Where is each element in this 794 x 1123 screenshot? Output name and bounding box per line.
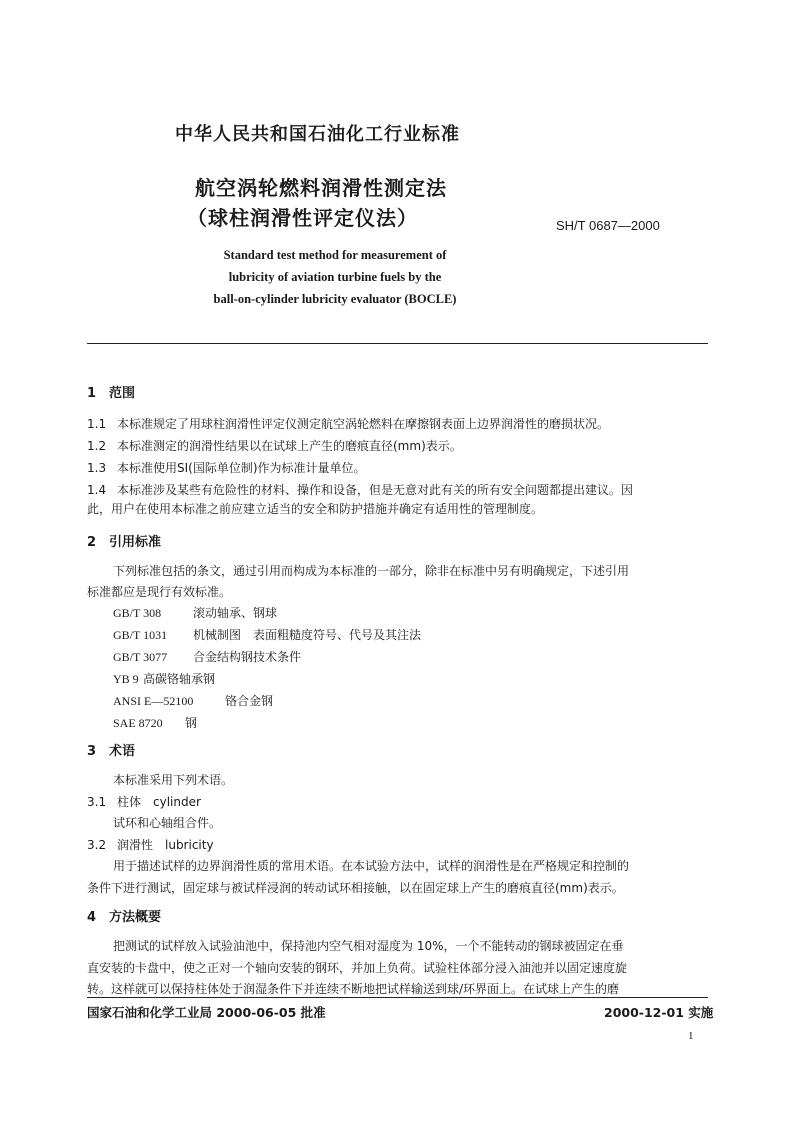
reference-name: 铬合金钢 <box>225 694 274 708</box>
clause-continuation <box>87 500 543 517</box>
paragraph-line: 把测试的试样放入试验油池中，保持池内空气相对湿度为 10%，一个不能转动的钢球被固定在垂 <box>113 939 624 953</box>
term-line <box>87 793 201 810</box>
clause-number: 1.1 <box>87 417 107 431</box>
clause-number: 1.2 <box>87 439 107 453</box>
section-title: 方法概要 <box>109 910 162 925</box>
clause-line <box>87 481 633 498</box>
standard-title-en-line: Standard test method for measurement of <box>223 248 447 262</box>
reference-name: 高碳铬轴承钢 <box>143 672 216 686</box>
term-line <box>87 836 214 853</box>
section-number: 4 <box>87 910 97 925</box>
clause-line <box>87 459 366 476</box>
approval-info: 国家石油和化学工业局 2000-06-05 批准 <box>87 1005 326 1020</box>
reference-name: 钢 <box>185 716 198 730</box>
term-name: 润滑性 lubricity <box>117 838 214 852</box>
section-title: 术语 <box>109 744 136 759</box>
term-definition: 用于描述试样的边界润滑性质的常用术语。在本试验方法中，试样的润滑性是在严格规定和控制的 <box>113 859 630 873</box>
paragraph-line: 直安装的卡盘中，使之正对一个轴向安装的钢环，并加上负荷。试验柱体部分浸入油池并以固定速度旋 <box>87 961 628 975</box>
section-title: 引用标准 <box>109 535 162 550</box>
clause-line <box>87 415 609 432</box>
section-number: 3 <box>87 744 97 759</box>
term-definition: 试环和心轴组合件。 <box>113 816 222 830</box>
section-title: 范围 <box>109 386 136 401</box>
standard-subtitle-cn: （球柱润滑性评定仪法） <box>187 206 418 230</box>
clause-number: 3.1 <box>87 795 107 809</box>
term-name: 柱体 cylinder <box>117 795 201 809</box>
reference-item <box>113 670 215 687</box>
section-number: 1 <box>87 386 97 401</box>
paragraph-line: 下列标准包括的条文，通过引用而构成为本标准的一部分，除非在标准中另有明确规定，下述引用 <box>113 564 630 578</box>
section-number: 2 <box>87 535 97 550</box>
clause-number: 1.4 <box>87 483 107 497</box>
term-definition: 条件下进行测试，固定球与被试样浸润的转动试环相接触，以在固定球上产生的磨痕直径(mm)表示。 <box>87 881 624 895</box>
reference-code: YB 9 <box>113 672 139 686</box>
clause-text: 本标准涉及某些有危险性的材料、操作和设备，但是无意对此有关的所有安全问题都提出建议。因 <box>117 483 634 497</box>
standard-title-en-line: lubricity of aviation turbine fuels by the <box>228 270 442 284</box>
section-heading-terms <box>87 740 135 759</box>
footer-divider <box>87 997 708 998</box>
standard-title-en-line: ball-on-cylinder lubricity evaluator (BOCLE) <box>213 292 457 306</box>
standard-title-cn: 航空涡轮燃料润滑性测定法 <box>195 176 447 200</box>
clause-text: 此，用户在使用本标准之前应建立适当的安全和防护措施并确定有适用性的管理制度。 <box>87 502 544 516</box>
reference-item <box>113 648 301 665</box>
reference-code: GB/T 3077 <box>113 650 168 664</box>
paragraph-line: 标准都应是现行有效标准。 <box>87 585 232 599</box>
clause-number: 1.3 <box>87 461 107 475</box>
standard-number: SH/T 0687—2000 <box>556 218 660 233</box>
clause-line <box>87 437 462 454</box>
issuing-authority: 中华人民共和国石油化工行业标准 <box>175 124 460 145</box>
clause-text: 本标准使用SI(国际单位制)作为标准计量单位。 <box>117 461 366 475</box>
reference-code: SAE 8720 <box>113 716 163 730</box>
reference-code: ANSI E—52100 <box>113 694 194 708</box>
clause-text: 本标准测定的润滑性结果以在试球上产生的磨痕直径(mm)表示。 <box>117 439 462 453</box>
reference-name: 合金结构钢技术条件 <box>193 650 302 664</box>
page-number: 1 <box>688 1030 694 1042</box>
reference-code: GB/T 308 <box>113 606 162 620</box>
paragraph-line: 转。这样就可以保持柱体处于润湿条件下并连续不断地把试样输送到球/环界面上。在试球上产生的磨 <box>87 982 620 996</box>
reference-item <box>113 604 277 621</box>
clause-number: 3.2 <box>87 838 107 852</box>
reference-item <box>113 692 273 709</box>
effective-date: 2000-12-01 实施 <box>604 1005 714 1020</box>
paragraph-line: 本标准采用下列术语。 <box>113 773 234 787</box>
header-divider <box>87 343 708 344</box>
reference-name: 滚动轴承、钢球 <box>193 606 278 620</box>
section-heading-scope <box>87 382 135 401</box>
section-heading-normative-refs <box>87 531 161 550</box>
clause-text: 本标准规定了用球柱润滑性评定仪测定航空涡轮燃料在摩擦钢表面上边界润滑性的磨损状况。 <box>117 417 610 431</box>
reference-item <box>113 626 421 643</box>
section-heading-method-summary <box>87 906 161 925</box>
reference-code: GB/T 1031 <box>113 628 168 642</box>
reference-item <box>113 714 197 731</box>
reference-name: 机械制图 表面粗糙度符号、代号及其注法 <box>193 628 422 642</box>
